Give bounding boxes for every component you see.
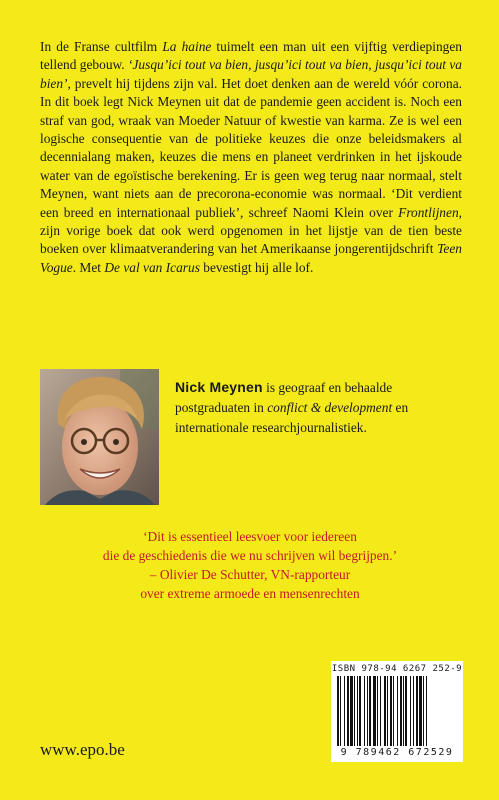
- magazine-title: Teen Vogue: [40, 241, 462, 275]
- barcode-bar: [359, 676, 361, 746]
- publisher-website: www.epo.be: [40, 740, 125, 759]
- blurb-text: . Met: [72, 259, 105, 275]
- back-cover-blurb: [40, 38, 462, 277]
- quote-line: die de geschiedenis die we nu schrijven wil begrijpen.’: [102, 548, 398, 563]
- barcode-bar: [393, 676, 394, 746]
- barcode-bar: [384, 676, 386, 746]
- barcode-bar: [413, 676, 414, 746]
- quote-attribution: – Olivier De Schutter, VN-rapporteur: [149, 567, 351, 582]
- barcode-bar: [337, 676, 339, 746]
- barcode-bar: [347, 676, 349, 746]
- author-field: conflict & development: [267, 400, 393, 415]
- author-photo-illustration: [40, 369, 159, 505]
- author-photo: [40, 369, 159, 505]
- barcode-bar: [419, 676, 422, 746]
- author-bio: [175, 377, 465, 438]
- endorsement-quote: [60, 527, 440, 603]
- book-title: De val van Icarus: [104, 259, 200, 275]
- barcode-bar: [373, 676, 376, 746]
- barcode-bar: [400, 676, 402, 746]
- barcode-bar: [380, 676, 381, 746]
- barcode-bar: [403, 676, 404, 746]
- barcode-bar: [416, 676, 418, 746]
- blurb-text: , prevelt hij tijdens zijn val. Het doet denken aan de wereld vóór corona. In dit boek legt Nick Meynen uit dat de pandemie geen accident is. Noch een straf van god, wraak van Moeder Natuur of kwestie van karma. Ze is wel een logische consequentie van de politieke keuzes die onze beleidsmakers al decennialang maken, keuzes die mens en planeet verdrinken in het ijskoude water van de egoïstische berekening. Er is geen weg terug naar normaal, stelt Meynen, want niets aan de precorona-economie was normaal. ‘Dit verdient een breed en internationaal publiek’, schreef Naomi Klein over: [40, 75, 462, 220]
- author-name: Nick Meynen: [175, 379, 263, 395]
- barcode-bars: [335, 676, 459, 746]
- isbn-label: ISBN 978-94 6267 252-9: [331, 664, 463, 674]
- isbn-barcode: [331, 661, 463, 762]
- barcode-bar: [367, 676, 368, 746]
- blurb-text: , zijn vorige boek dat ook werd opgenomen in het lijstje van de tien beste boeken over klimaatverandering van het Amerikaanse jongerentijdschrift: [40, 204, 462, 257]
- barcode-bar: [390, 676, 392, 746]
- barcode-bar: [344, 676, 345, 746]
- author-bio-text: is geograaf en behaalde postgraduaten in: [175, 380, 393, 415]
- barcode-bar: [423, 676, 424, 746]
- french-quote: ‘Jusqu’ici tout va bien, jusqu’ici tout va bien, jusqu’ici tout va bien’: [40, 57, 462, 91]
- barcode-bar: [377, 676, 378, 746]
- blurb-text: tuimelt een man uit een vijftig verdiepingen tellend gebouw.: [40, 39, 462, 73]
- quote-attribution: over extreme armoede en mensenrechten: [140, 586, 360, 601]
- barcode-bar: [369, 676, 371, 746]
- barcode-bar: [364, 676, 365, 746]
- barcode-bar: [350, 676, 353, 746]
- author-bio-text: en internationale researchjournalistiek.: [175, 400, 409, 435]
- barcode-bar: [410, 676, 411, 746]
- barcode-bar: [354, 676, 355, 746]
- quote-line: ‘Dit is essentieel leesvoer voor iedereen: [143, 529, 357, 544]
- barcode-bar: [357, 676, 358, 746]
- film-title: La haine: [162, 39, 212, 54]
- barcode-digits: 9 789462 672529: [340, 747, 454, 758]
- previous-book-title: Frontlijnen: [398, 204, 459, 220]
- blurb-text: In de Franse cultfilm: [40, 39, 163, 54]
- barcode-bar: [387, 676, 388, 746]
- barcode-bar: [397, 676, 398, 746]
- barcode-bar: [405, 676, 407, 746]
- barcode-bar: [340, 676, 341, 746]
- barcode-bar: [426, 676, 427, 746]
- blurb-text: bevestigt hij alle lof.: [199, 259, 314, 275]
